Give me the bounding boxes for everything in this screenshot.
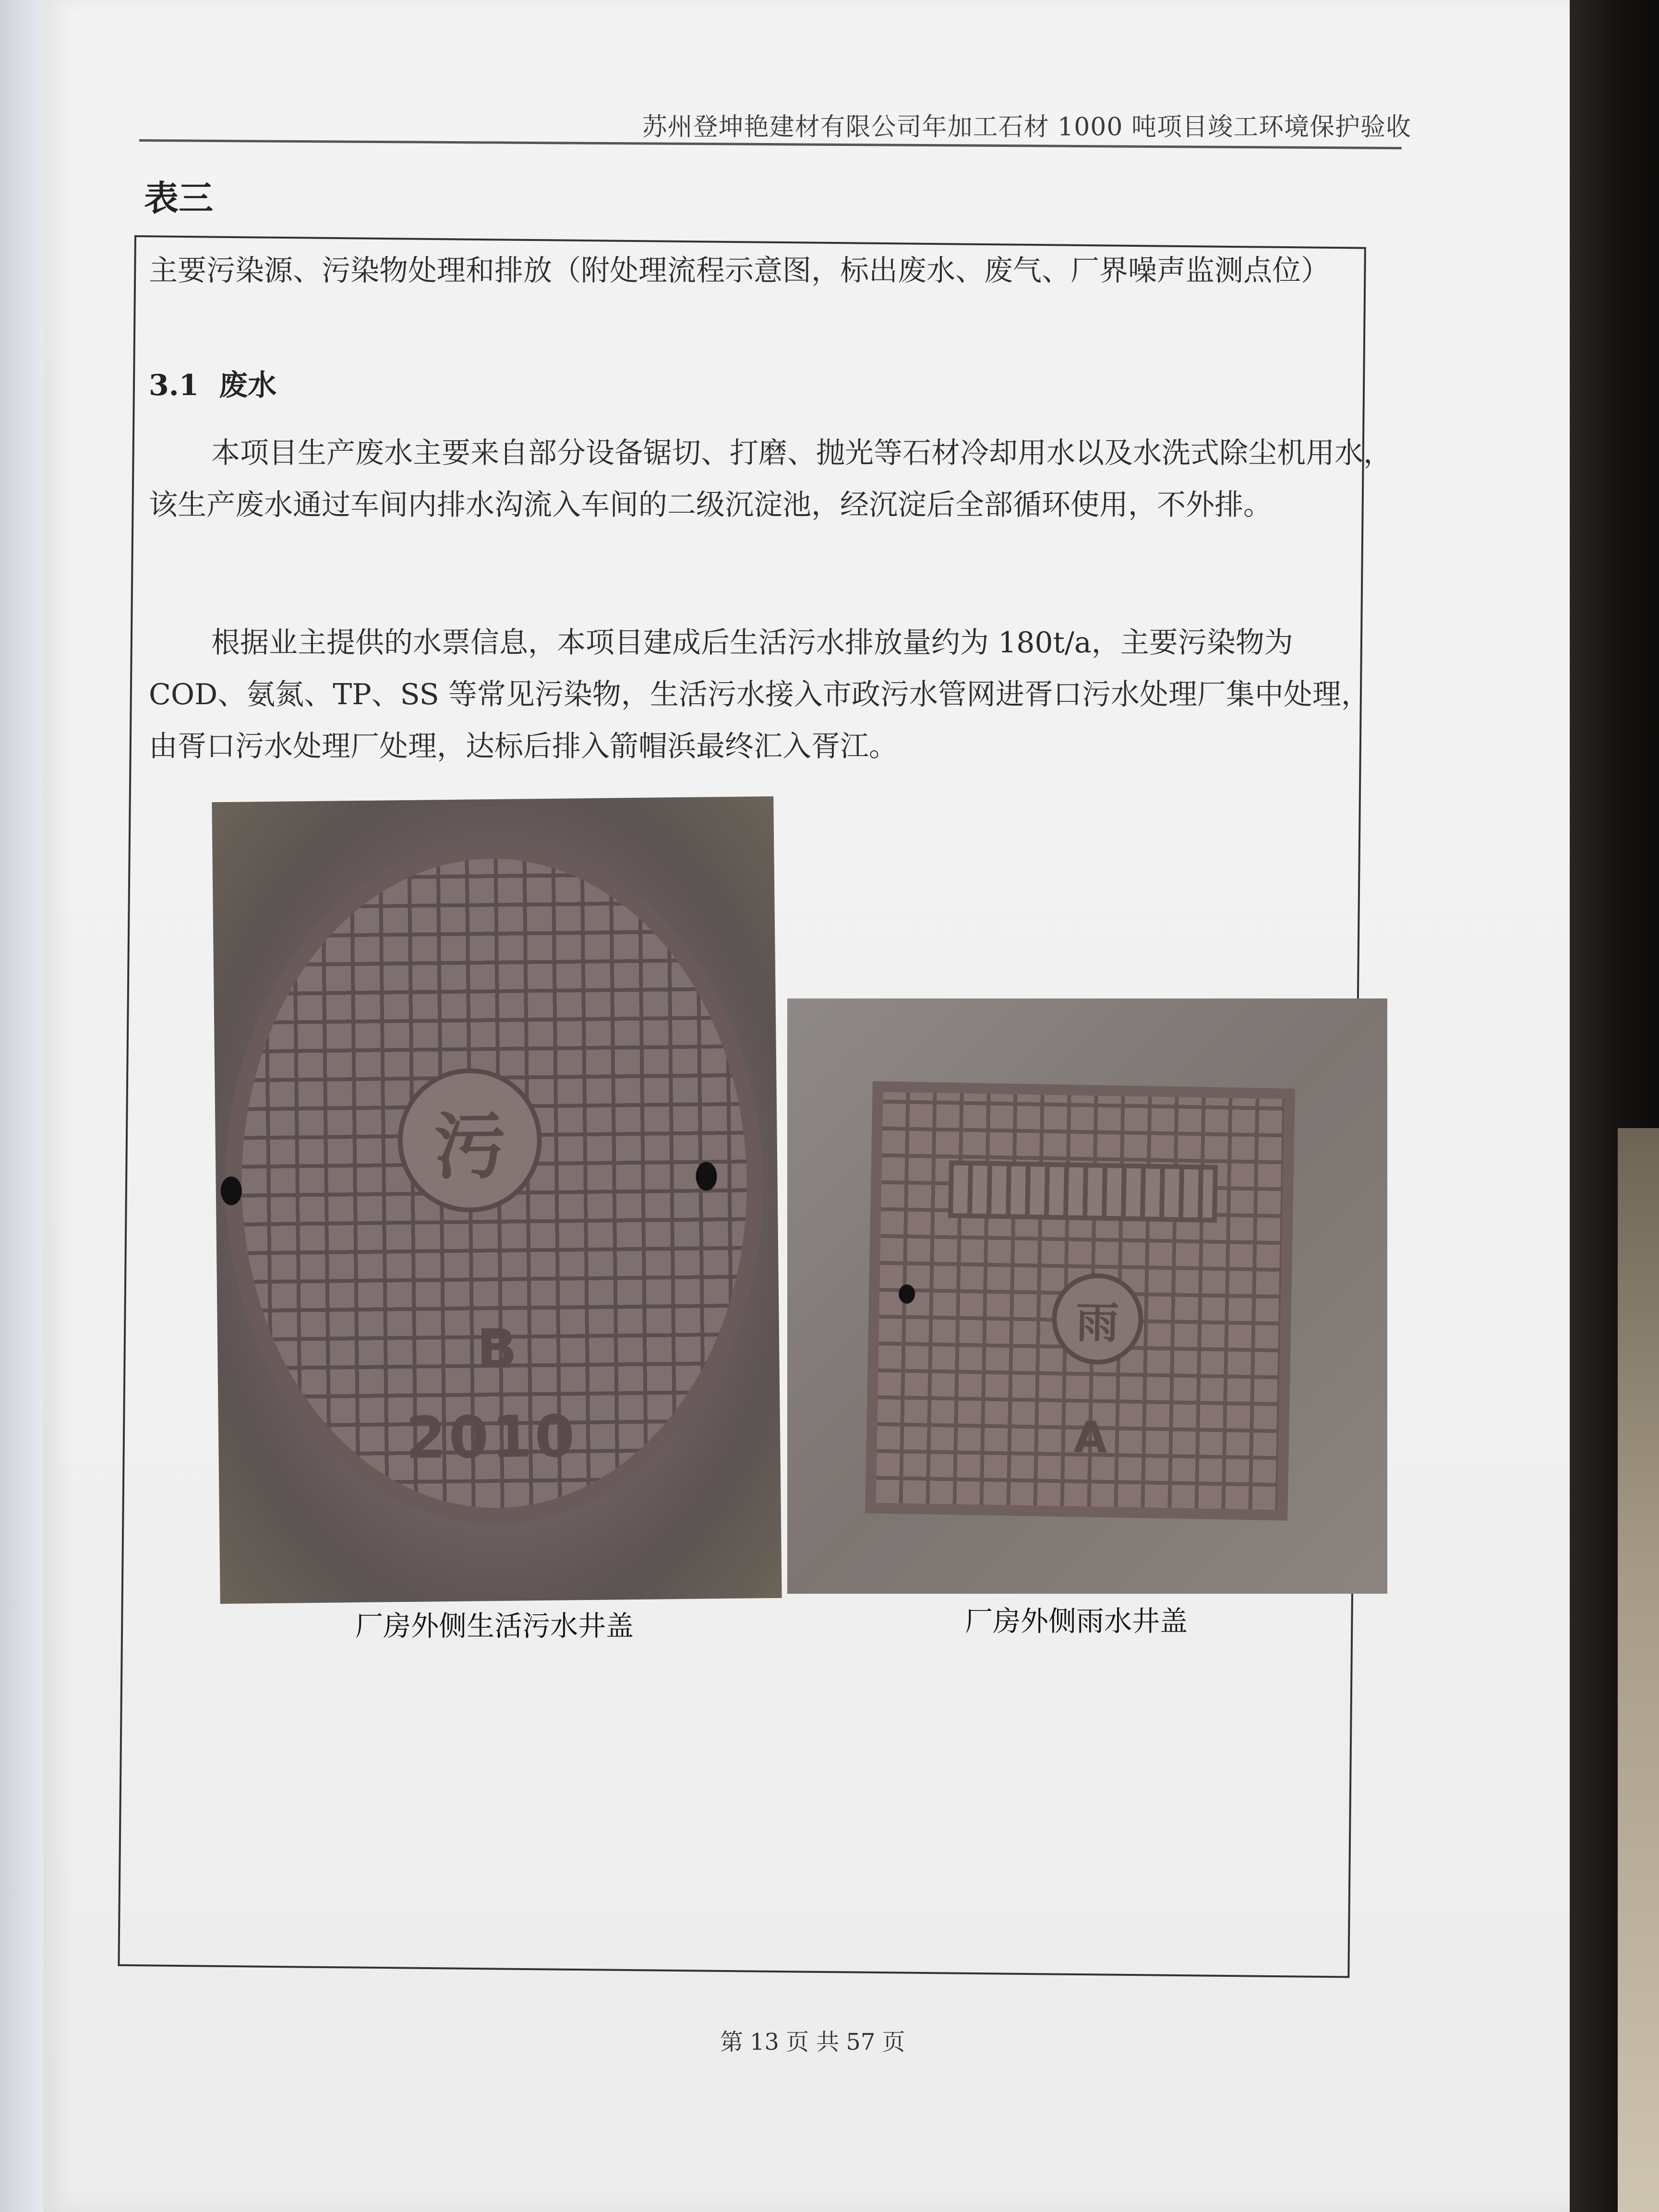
photo-rainwater-manhole (787, 998, 1387, 1594)
cover-hole (220, 1177, 242, 1205)
subsection-number: 3.1 (149, 369, 199, 402)
square-manhole-cover (865, 1081, 1295, 1520)
intro-text: 主要污染源、污染物处理和排放（附处理流程示意图，标出废水、废气、厂界噪声监测点位） (149, 254, 1330, 288)
background-object (1618, 1128, 1659, 2212)
footer-suffix: 页 (882, 2029, 905, 2056)
cast-letter: A (1073, 1412, 1108, 1464)
section-label: 表三 (144, 178, 214, 218)
sewage-emblem: 污 (397, 1068, 542, 1213)
cast-year: 2010 (405, 1403, 578, 1472)
paragraph-production-wastewater: 本项目生产废水主要来自部分设备锯切、打磨、抛光等石材冷却用水以及水洗式除尘机用水，该生产废水通过车间内排水沟流入车间的二级沉淀池，经沉淀后全部循环使用，不外排。 (149, 436, 1392, 522)
page-number: 13 (750, 2029, 780, 2056)
document-page (43, 0, 1570, 2212)
subsection-title: 废水 (219, 369, 277, 402)
page-total: 57 (846, 2029, 876, 2056)
caption-sewage-manhole: 厂房外侧生活污水井盖 (355, 1610, 634, 1642)
photo-sewage-manhole (212, 796, 781, 1604)
subsection-heading (149, 362, 276, 404)
caption-rainwater-manhole: 厂房外侧雨水井盖 (965, 1605, 1188, 1637)
footer-mid: 页 共 (786, 2029, 840, 2056)
rainwater-emblem: 雨 (1051, 1273, 1144, 1365)
greek-key-band (948, 1160, 1218, 1223)
paragraph-domestic-sewage: 根据业主提供的水票信息，本项目建成后生活污水排放量约为 180t/a，主要污染物为 COD、氨氮、TP、SS 等常见污染物，生活污水接入市政污水管网进胥口污水处理厂集中处理，由胥口污水处理厂处理，达标后排入箭帽浜最终汇入胥江。 (149, 626, 1370, 763)
cast-letter: B (476, 1317, 517, 1380)
cover-hole (696, 1162, 717, 1190)
cover-hole (899, 1284, 915, 1304)
header-title: 苏州登坤艳建材有限公司年加工石材 1000 吨项目竣工环境保护验收 (642, 113, 1411, 142)
footer-prefix: 第 (720, 2029, 744, 2056)
page-footer (720, 2023, 912, 2056)
